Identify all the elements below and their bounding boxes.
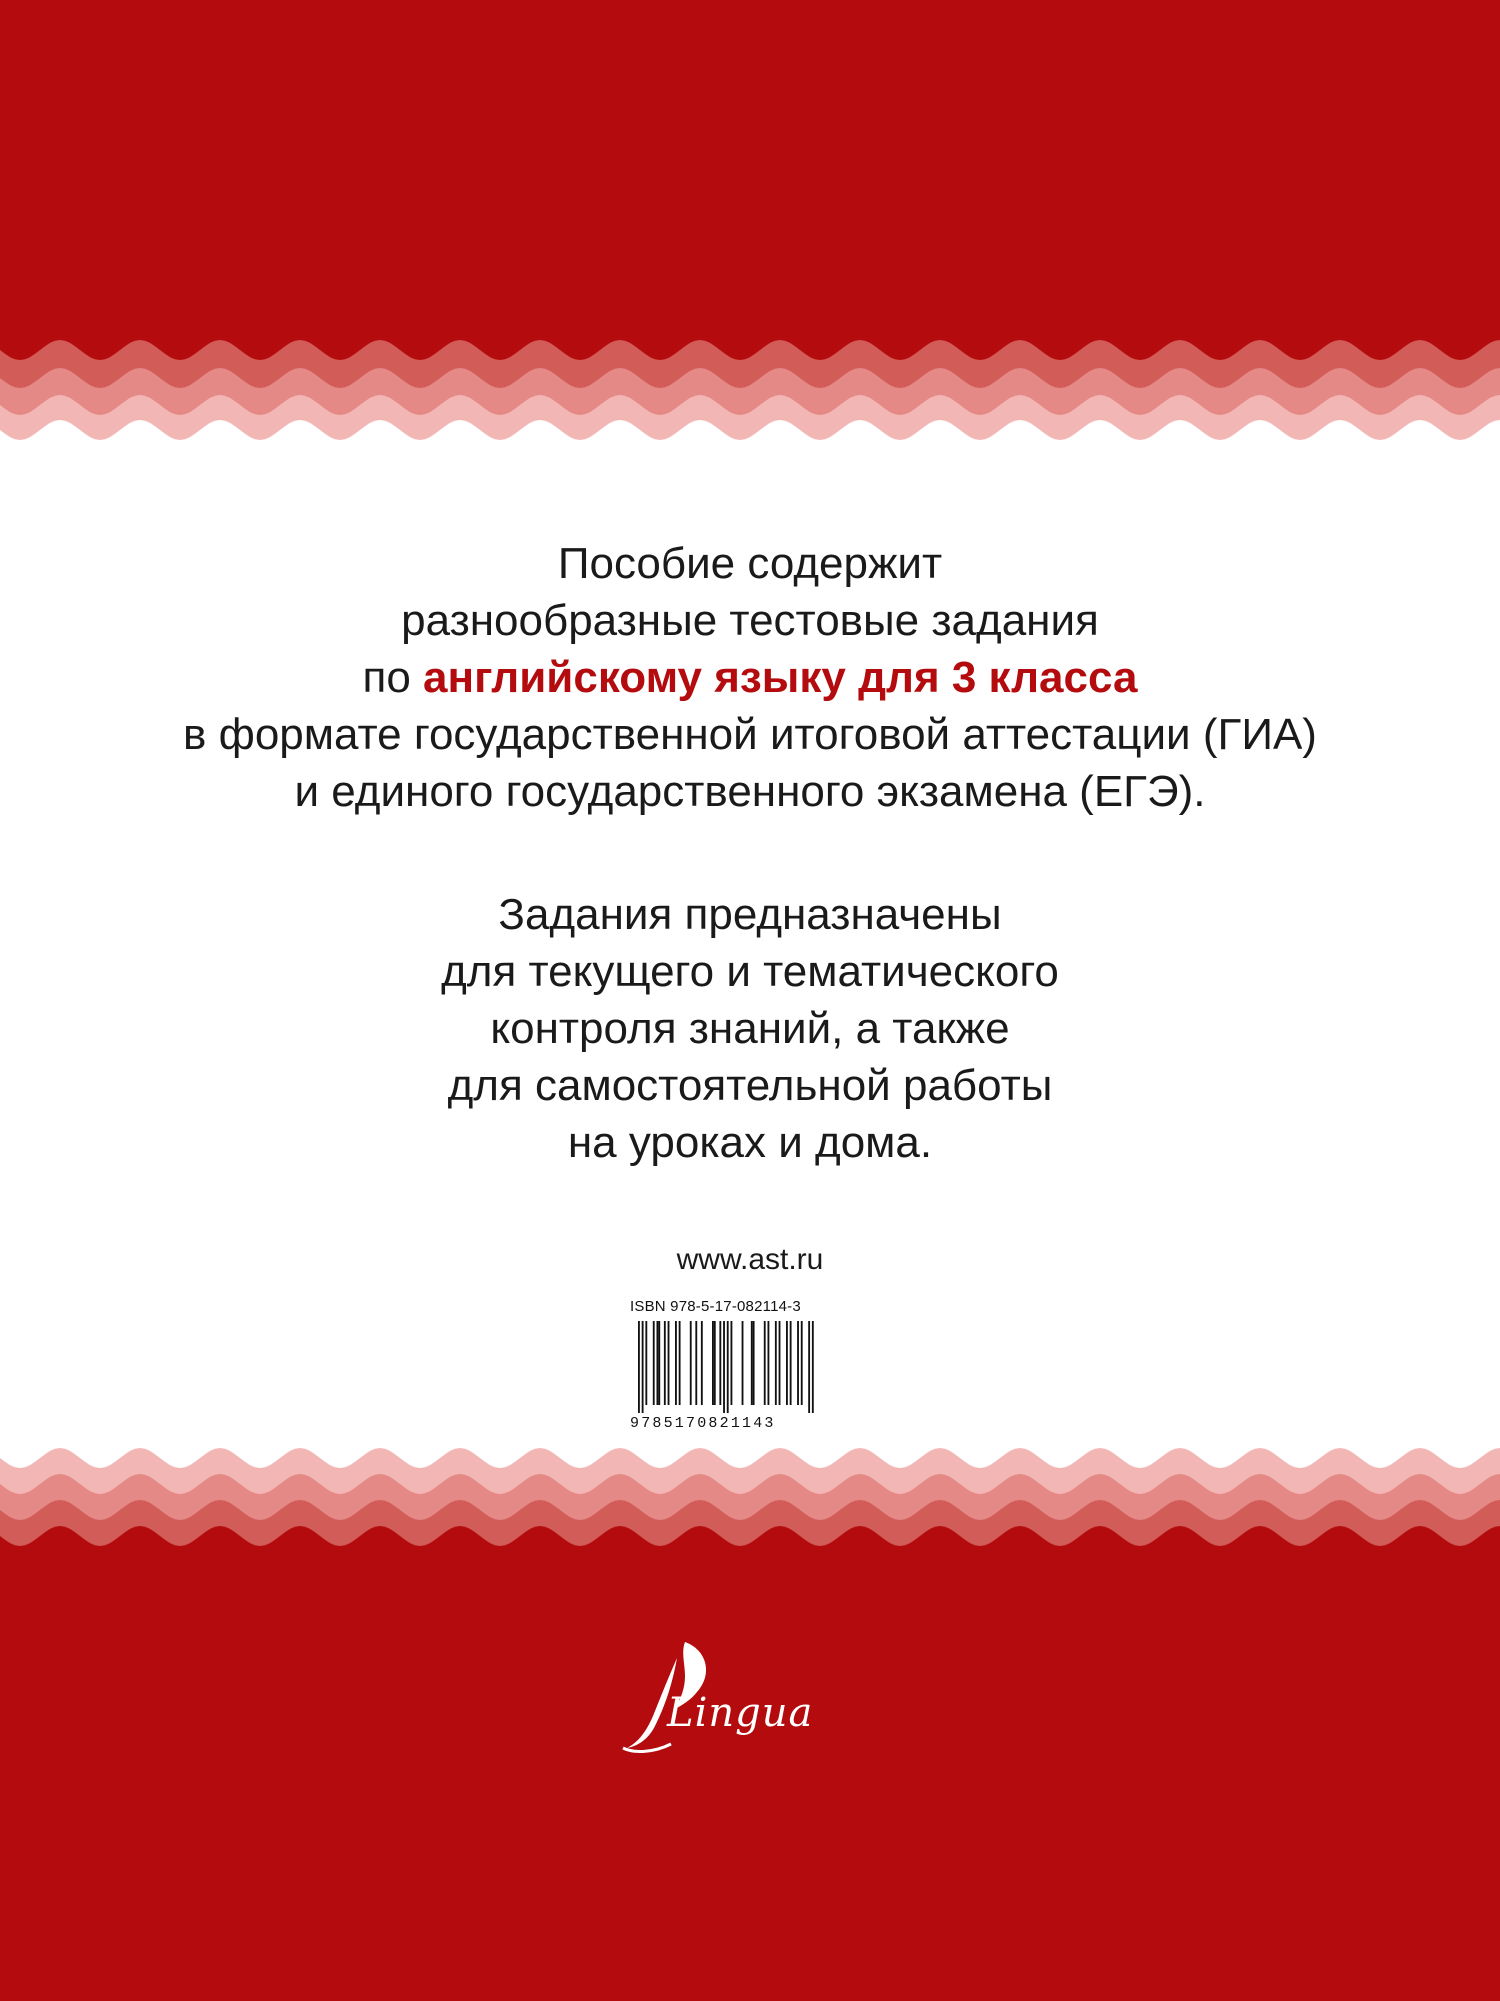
barcode-bar (679, 1321, 681, 1405)
description-line: Задания предназначены (498, 890, 1002, 939)
subject-highlight: английскому языку для 3 класса (423, 653, 1138, 702)
barcode-bar (751, 1321, 753, 1405)
barcode-bar (653, 1321, 655, 1405)
barcode (630, 1321, 820, 1413)
description-line: для текущего и тематического (441, 947, 1059, 996)
barcode-bar (668, 1321, 670, 1405)
barcode-bar (638, 1321, 640, 1413)
publisher-logo (615, 1630, 835, 1760)
barcode-bar (764, 1321, 766, 1405)
description-line: и единого государственного экзамена (ЕГЭ). (294, 767, 1206, 816)
barcode-bar (812, 1321, 814, 1413)
barcode-bar (642, 1321, 644, 1413)
description-line: в формате государственной итоговой аттестации (ГИА) (183, 710, 1317, 759)
barcode-bar (742, 1321, 744, 1405)
description-prefix: по (362, 653, 424, 702)
publisher-logo-text: Lingua (667, 1690, 814, 1736)
description-line: Пособие содержит (557, 539, 943, 588)
top-wave-decoration (0, 0, 1500, 470)
barcode-bar (731, 1321, 733, 1405)
barcode-bar (675, 1321, 677, 1405)
barcode-bar (790, 1321, 792, 1405)
barcode-bar (723, 1321, 725, 1413)
barcode-bar (753, 1321, 755, 1405)
barcode-bar (808, 1321, 810, 1413)
barcode-bar (797, 1321, 799, 1405)
barcode-bar (768, 1321, 770, 1405)
barcode-bar (779, 1321, 781, 1405)
barcode-bar (786, 1321, 788, 1405)
description-paragraph-2 (0, 886, 1500, 1171)
barcode-bar (658, 1321, 660, 1405)
barcode-bar (775, 1321, 777, 1405)
description-paragraph-1 (0, 535, 1500, 820)
barcode-bar (645, 1321, 647, 1405)
barcode-bar (714, 1321, 716, 1405)
isbn-barcode-block (630, 1298, 820, 1432)
barcode-bar (701, 1321, 703, 1405)
top-red-band (0, 0, 1500, 470)
barcode-bar (727, 1321, 729, 1413)
description-line: на уроках и дома. (567, 1118, 933, 1167)
barcode-digits: 9785170821143 (630, 1415, 776, 1432)
barcode-bar (801, 1321, 803, 1405)
barcode-bar (712, 1321, 714, 1405)
barcode-bars (630, 1321, 820, 1413)
barcode-bar (695, 1321, 697, 1405)
description-line: для самостоятельной работы (447, 1061, 1053, 1110)
description-line: разнообразные тестовые задания (401, 596, 1099, 645)
isbn-number: ISBN 978-5-17-082114-3 (630, 1298, 801, 1315)
website-url: www.ast.ru (676, 1243, 824, 1276)
description-line (0, 649, 1500, 706)
barcode-bar (719, 1321, 721, 1405)
barcode-bar (690, 1321, 692, 1405)
description-line: контроля знаний, а также (490, 1004, 1010, 1053)
barcode-bar (657, 1321, 659, 1405)
barcode-bar (664, 1321, 666, 1405)
